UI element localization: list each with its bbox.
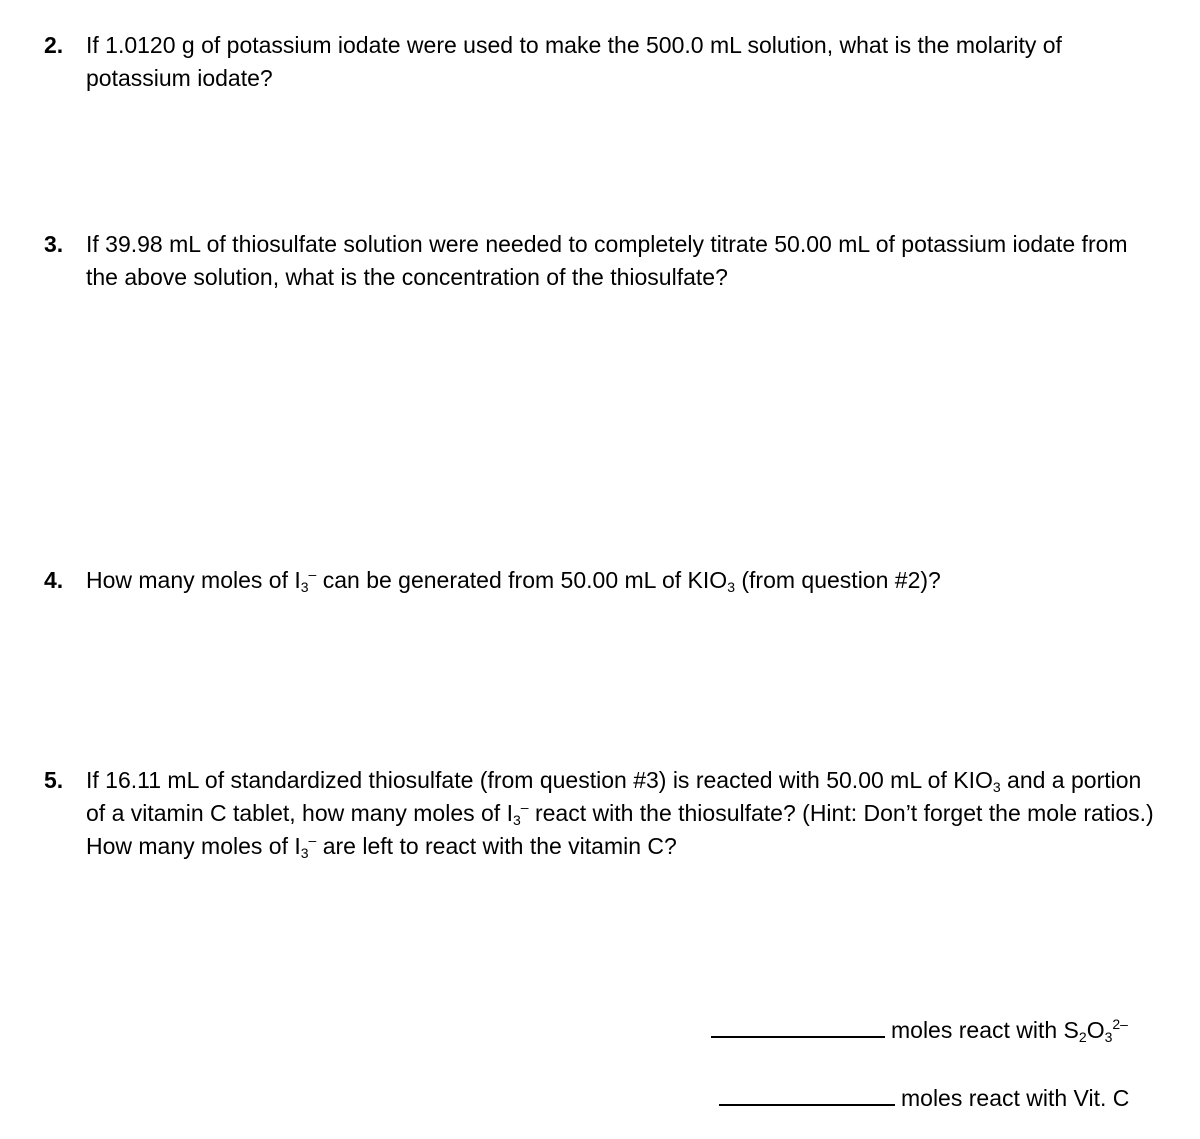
answer-line-thiosulfate — [711, 1012, 1128, 1048]
question-number: 2. — [44, 32, 64, 58]
question-2 — [44, 29, 1154, 95]
answer-blank[interactable] — [711, 1012, 885, 1038]
question-4 — [44, 564, 1154, 597]
question-text: If 16.11 mL of standardized thiosulfate (from question #3) is reacted with 50.00 mL of $KIO_3$ and a portion of a vitamin C tablet, how many moles of $I_3^-$ react with the thiosulfate? (Hint: Don’t forget the mole ratios.) How many moles of $I_3^-$ are left to react with the vitamin C? — [86, 767, 1154, 861]
question-text: How many moles of $I_3^-$ can be generated from 50.00 mL of $KIO_3$ (from question #2)? — [86, 566, 941, 595]
question-3 — [44, 228, 1154, 294]
answer-label: moles react with $S_2O_3^{2-}$ — [891, 1016, 1128, 1045]
question-text: If 39.98 mL of thiosulfate solution were needed to completely titrate 50.00 mL of potassium iodate from the above solution, what is the concentration of the thiosulfate? — [86, 231, 1128, 290]
question-5 — [44, 764, 1154, 863]
answer-blank[interactable] — [719, 1080, 895, 1106]
answer-label: moles react with Vit. C — [901, 1085, 1130, 1111]
answer-line-vitamin-c — [719, 1080, 1129, 1116]
question-text: If 1.0120 g of potassium iodate were used to make the 500.0 mL solution, what is the molarity of potassium iodate? — [86, 32, 1062, 91]
question-number: 4. — [44, 567, 64, 593]
question-number: 3. — [44, 231, 64, 257]
question-number: 5. — [44, 767, 64, 793]
